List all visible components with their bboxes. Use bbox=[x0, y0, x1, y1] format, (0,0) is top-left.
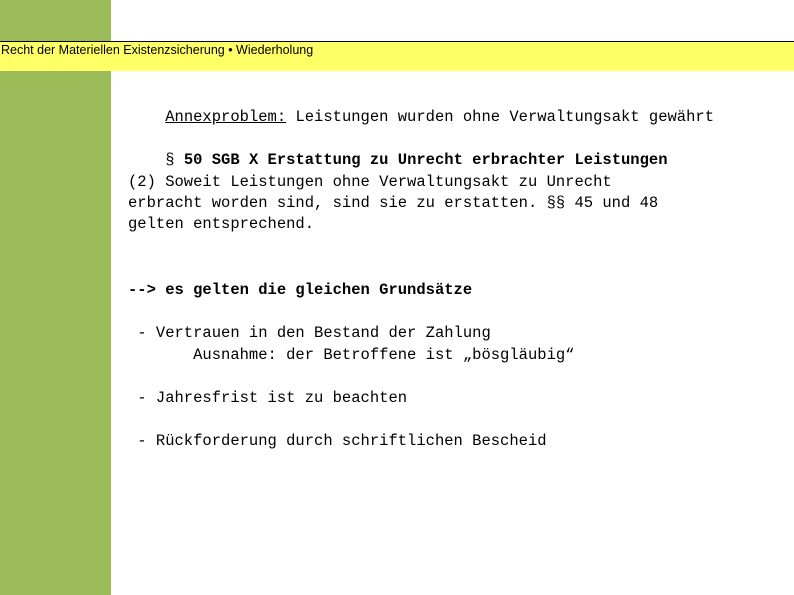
slide-header-title: Recht der Materiellen Existenzsicherung • Wiederholung bbox=[1, 43, 314, 57]
quote-line-1: (2) Soweit Leistungen ohne Verwaltungsakt zu Unrecht bbox=[128, 173, 612, 191]
bullet-item-1: - Vertrauen in den Bestand der Zahlung bbox=[128, 324, 491, 342]
bullet-item-3: - Rückforderung durch schriftlichen Bescheid bbox=[128, 432, 547, 450]
paragraph-heading-text: 50 SGB X Erstattung zu Unrecht erbrachter Leistungen bbox=[174, 151, 668, 169]
bullet-item-1-sub: Ausnahme: der Betroffene ist „bösgläubig“ bbox=[128, 346, 575, 364]
conclusion-line: --> es gelten die gleichen Grundsätze bbox=[128, 281, 473, 299]
annex-label: Annexproblem: bbox=[165, 108, 287, 126]
annex-text: Leistungen wurden ohne Verwaltungsakt gewährt bbox=[286, 108, 715, 126]
quote-line-3: gelten entsprechend. bbox=[128, 215, 315, 233]
paragraph-symbol: § bbox=[165, 151, 175, 169]
slide-header-band bbox=[0, 41, 794, 71]
left-accent-bar bbox=[0, 0, 111, 595]
quote-line-2: erbracht worden sind, sind sie zu erstatten. §§ 45 und 48 bbox=[128, 194, 659, 212]
bullet-item-2: - Jahresfrist ist zu beachten bbox=[128, 389, 408, 407]
